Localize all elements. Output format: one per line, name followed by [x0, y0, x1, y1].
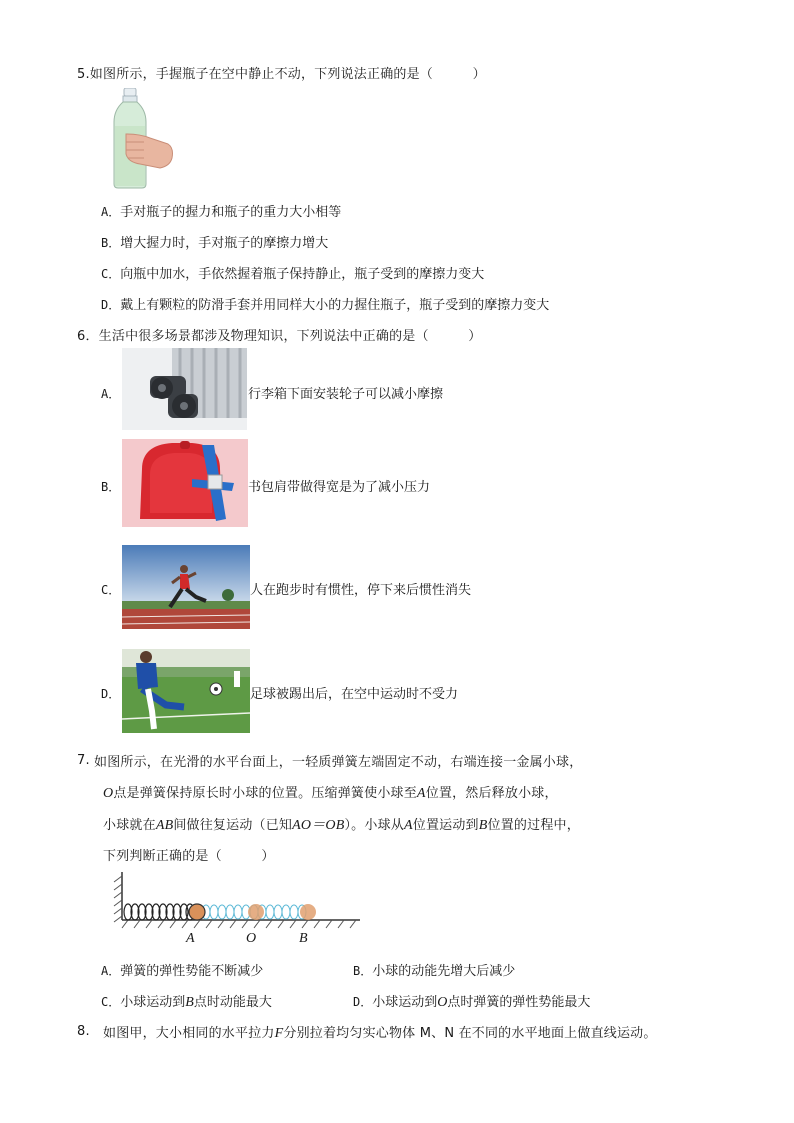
q8-stem: 如图甲，大小相同的水平拉力F分别拉着均匀实心物体 M、N 在不同的水平地面上做直线运动。 [103, 1026, 657, 1041]
q5-option-c: C．向瓶中加水，手依然握着瓶子保持静止，瓶子受到的摩擦力变大 [101, 267, 485, 282]
q6-option-d-text: 足球被踢出后，在空中运动时不受力 [250, 687, 459, 702]
q6-option-d-letter: D． [101, 687, 121, 701]
q7-line-3: 小球就在AB间做往复运动（已知AO＝OB）。小球从A位置运动到B位置的过程中， [103, 818, 580, 833]
q7-option-c: C．小球运动到B点时动能最大 [101, 995, 272, 1010]
q6-option-c-letter: C． [101, 583, 121, 597]
diagram-label-b: B [299, 931, 308, 946]
diagram-label-o: O [246, 931, 257, 946]
q7-line-1: 如图所示，在光滑的水平台面上，一轻质弹簧左端固定不动，右端连接一金属小球， [94, 755, 583, 770]
backpack-image [122, 439, 248, 527]
q6-option-a-text: 行李箱下面安装轮子可以减小摩擦 [248, 387, 444, 402]
q8-number: 8. [77, 1024, 90, 1039]
runner-image [122, 545, 250, 629]
soccer-image [122, 649, 250, 733]
q6-option-b-letter: B． [101, 480, 121, 494]
q6-option-c-text: 人在跑步时有惯性，停下来后惯性消失 [250, 583, 472, 598]
q7-option-d: D．小球运动到O点时弹簧的弹性势能最大 [353, 995, 591, 1010]
q7-line-4: 下列判断正确的是（ ） [103, 849, 275, 864]
q6-option-b-text: 书包肩带做得宽是为了减小压力 [248, 480, 431, 495]
q5-option-b: B．增大握力时，手对瓶子的摩擦力增大 [101, 236, 329, 251]
spring-ball-diagram [112, 870, 364, 950]
q6-stem: 6．生活中很多场景都涉及物理知识，下列说法中正确的是（ ） [77, 329, 482, 344]
q6-option-a-letter: A． [101, 387, 121, 401]
q7-option-b: B．小球的动能先增大后减少 [353, 964, 516, 979]
q5-option-a: A．手对瓶子的握力和瓶子的重力大小相等 [101, 205, 342, 220]
suitcase-image [122, 348, 247, 430]
q7-line-2: O点是弹簧保持原长时小球的位置。压缩弹簧使小球至A位置，然后释放小球， [103, 786, 558, 801]
q7-number: 7. [77, 753, 90, 768]
q5-option-d: D．戴上有颗粒的防滑手套并用同样大小的力握住瓶子，瓶子受到的摩擦力变大 [101, 298, 550, 313]
diagram-label-a: A [186, 931, 195, 946]
bottle-hand-image [110, 88, 176, 190]
q5-stem: 5.如图所示，手握瓶子在空中静止不动，下列说法正确的是（ ） [77, 67, 486, 82]
q7-option-a: A．弹簧的弹性势能不断减少 [101, 964, 264, 979]
